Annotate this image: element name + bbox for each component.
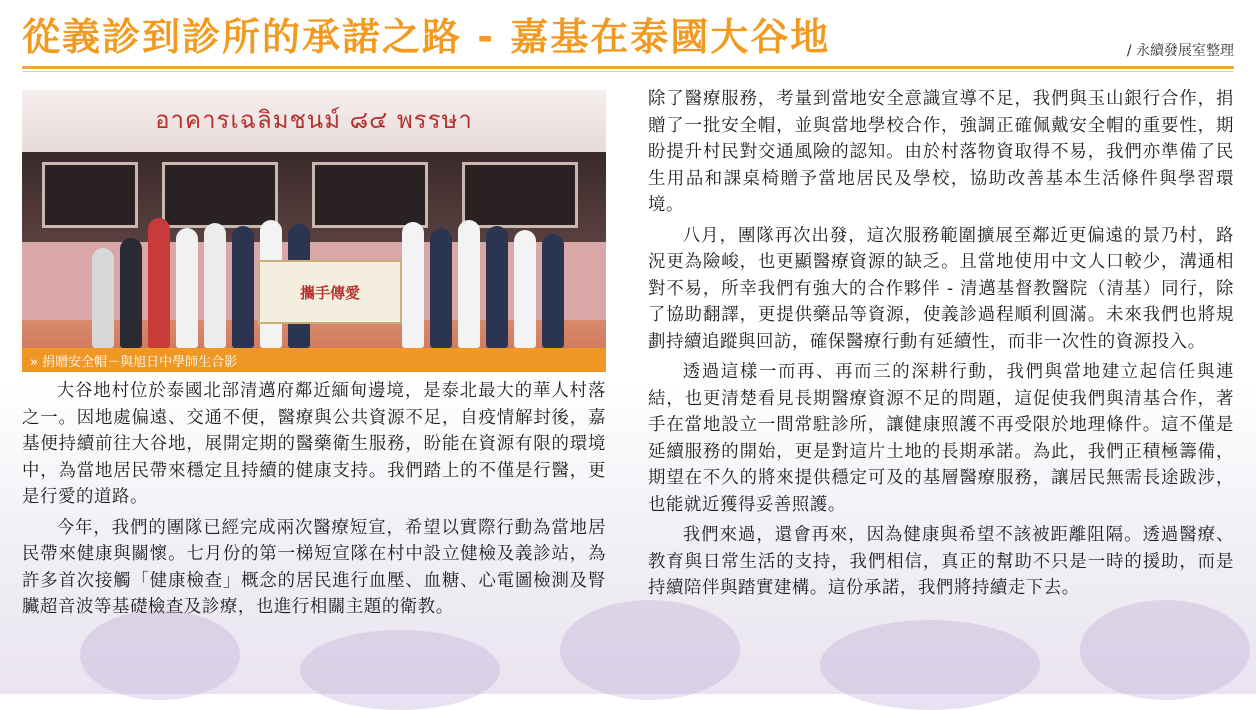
header-divider-thin bbox=[22, 71, 1234, 72]
photo-banner-text: 攜手傳愛 bbox=[299, 284, 360, 302]
photo-caption: » 捐贈安全帽－與旭日中學師生合影 bbox=[30, 355, 238, 370]
article-right-column bbox=[648, 86, 1234, 606]
header-divider bbox=[22, 66, 1234, 69]
photo-banner bbox=[258, 260, 402, 324]
article-header bbox=[22, 6, 1234, 68]
article-title: 從義診到診所的承諾之路 - 嘉基在泰國大谷地 bbox=[22, 15, 831, 59]
photo-building-sign: อาคารเฉลิมชนม์ ๘๔ พรรษา bbox=[155, 106, 473, 134]
article-byline: / 永續發展室整理 bbox=[1126, 43, 1234, 59]
article-paragraph: 我們來過，還會再來，因為健康與希望不該被距離阻隔。透過醫療、教育與日常生活的支持，我們相信，真正的幫助不只是一時的援助，而是持續陪伴與踏實建構。這份承諾，我們將持續走下去。 bbox=[648, 525, 1234, 598]
photo-caption-bar bbox=[22, 348, 606, 372]
article-paragraph: 今年，我們的團隊已經完成兩次醫療短宣，希望以實際行動為當地居民帶來健康與關懷。七月份的第一梯短宣隊在村中設立健檢及義診站，為許多首次接觸「健康檢查」概念的居民進行血壓、血糖、心電圖檢測及腎臟超音波等基礎檢查及診療，也進行相關主題的衛教。 bbox=[22, 517, 606, 617]
article-left-column bbox=[22, 378, 606, 625]
article-paragraph: 八月，團隊再次出發，這次服務範圍擴展至鄰近更偏遠的景乃村，路況更為險峻，也更顯醫療資源的缺乏。且當地使用中文人口較少，溝通相對不易，所幸我們有強大的合作夥伴 - 清邁基督教醫院（清基）同行，除了協助翻譯，更提供藥品等資源，使義診過程順利圓滿。未來我們也將規劃持續追蹤與回訪，確保醫療行動有延續性，而非一次性的資源投入。 bbox=[648, 225, 1234, 352]
article-paragraph: 除了醫療服務，考量到當地安全意識宣導不足，我們與玉山銀行合作，捐贈了一批安全帽，並與當地學校合作，強調正確佩戴安全帽的重要性，期盼提升村民對交通風險的認知。由於村落物資取得不易，我們亦準備了民生用品和課桌椅贈予當地居民及學校，協助改善基本生活條件與學習環境。 bbox=[648, 89, 1234, 215]
article-photo bbox=[22, 90, 606, 372]
article-paragraph: 透過這樣一而再、再而三的深耕行動，我們與當地建立起信任與連結，也更清楚看見長期醫療資源不足的問題，這促使我們與清基合作，著手在當地設立一間常駐診所，讓健康照護不再受限於地理條件。這不僅是延續服務的開始，更是對這片土地的長期承諾。為此，我們正積極籌備，期望在不久的將來提供穩定可及的基層醫療服務，讓居民無需長途跋涉，也能就近獲得妥善照護。 bbox=[648, 362, 1234, 515]
article-paragraph: 大谷地村位於泰國北部清邁府鄰近緬甸邊境，是泰北最大的華人村落之一。因地處偏遠、交通不便，醫療與公共資源不足，自疫情解封後，嘉基便持續前往大谷地，展開定期的醫藥衛生服務，盼能在資源有限的環境中，為當地居民帶來穩定且持續的健康支持。我們踏上的不僅是行醫，更是行愛的道路。 bbox=[22, 381, 606, 507]
